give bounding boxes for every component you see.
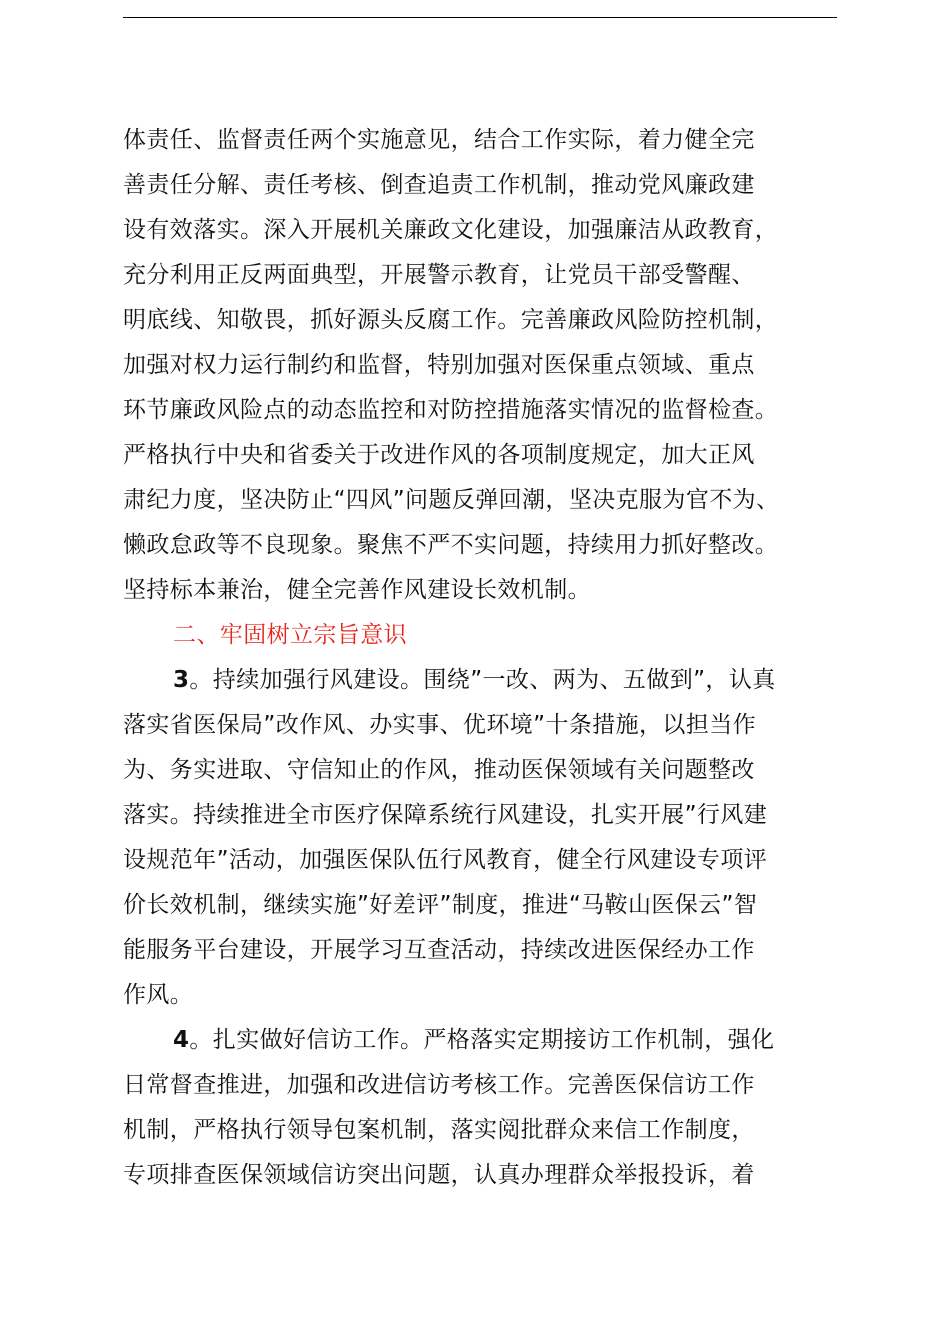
item-4-first-line-text: 。扎实做好信访工作。严格落实定期接访工作机制，强化 bbox=[189, 1027, 775, 1053]
text-line: 专项排查医保领域信访突出问题，认真办理群众举报投诉，着 bbox=[123, 1162, 755, 1188]
text-line: 坚持标本兼治，健全完善作风建设长效机制。 bbox=[123, 577, 591, 603]
text-line: 充分利用正反两面典型，开展警示教育，让党员干部受警醒、 bbox=[123, 262, 755, 288]
text-line: 善责任分解、责任考核、倒查追责工作机制，推动党风廉政建 bbox=[123, 172, 755, 198]
text-line: 落实省医保局”改作风、办实事、优环境”十条措施，以担当作 bbox=[123, 712, 757, 738]
paragraph-1 bbox=[123, 118, 863, 613]
text-line: 加强对权力运行制约和监督，特别加强对医保重点领域、重点 bbox=[123, 352, 755, 378]
item-4 bbox=[123, 1018, 863, 1198]
text-line: 环节廉政风险点的动态监控和对防控措施落实情况的监督检查。 bbox=[123, 397, 779, 423]
item-3-first-line bbox=[123, 658, 863, 703]
text-line: 严格执行中央和省委关于改进作风的各项制度规定，加大正风 bbox=[123, 442, 755, 468]
text-line: 落实。持续推进全市医疗保障系统行风建设，扎实开展”行风建 bbox=[123, 802, 768, 828]
text-line: 明底线、知敬畏，抓好源头反腐工作。完善廉政风险防控机制， bbox=[123, 307, 779, 333]
item-4-number: 4 bbox=[173, 1027, 190, 1053]
text-line: 价长效机制，继续实施”好差评”制度，推进“马鞍山医保云”智 bbox=[123, 892, 758, 918]
document-body bbox=[123, 118, 863, 1198]
text-line: 肃纪力度，坚决防止“四风”问题反弹回潮，坚决克服为官不为、 bbox=[123, 487, 780, 513]
text-line: 体责任、监督责任两个实施意见，结合工作实际，着力健全完 bbox=[123, 127, 755, 153]
text-line: 能服务平台建设，开展学习互查活动，持续改进医保经办工作 bbox=[123, 937, 755, 963]
section-heading: 二、牢固树立宗旨意识 bbox=[173, 622, 407, 648]
text-line: 懒政怠政等不良现象。聚焦不严不实问题，持续用力抓好整改。 bbox=[123, 532, 779, 558]
item-3-first-line-text: 。持续加强行风建设。围绕”一改、两为、五做到”，认真 bbox=[189, 667, 776, 693]
item-3-number: 3 bbox=[173, 667, 190, 693]
section-heading-block bbox=[123, 613, 863, 658]
header-rule bbox=[123, 17, 837, 18]
text-line: 作风。 bbox=[123, 982, 194, 1008]
text-line: 设有效落实。深入开展机关廉政文化建设，加强廉洁从政教育， bbox=[123, 217, 779, 243]
text-line: 为、务实进取、守信知止的作风，推动医保领域有关问题整改 bbox=[123, 757, 755, 783]
item-4-first-line bbox=[123, 1018, 863, 1063]
text-line: 日常督查推进，加强和改进信访考核工作。完善医保信访工作 bbox=[123, 1072, 755, 1098]
text-line: 设规范年”活动，加强医保队伍行风教育，健全行风建设专项评 bbox=[123, 847, 768, 873]
text-line: 机制，严格执行领导包案机制，落实阅批群众来信工作制度， bbox=[123, 1117, 755, 1143]
item-3 bbox=[123, 658, 863, 1018]
